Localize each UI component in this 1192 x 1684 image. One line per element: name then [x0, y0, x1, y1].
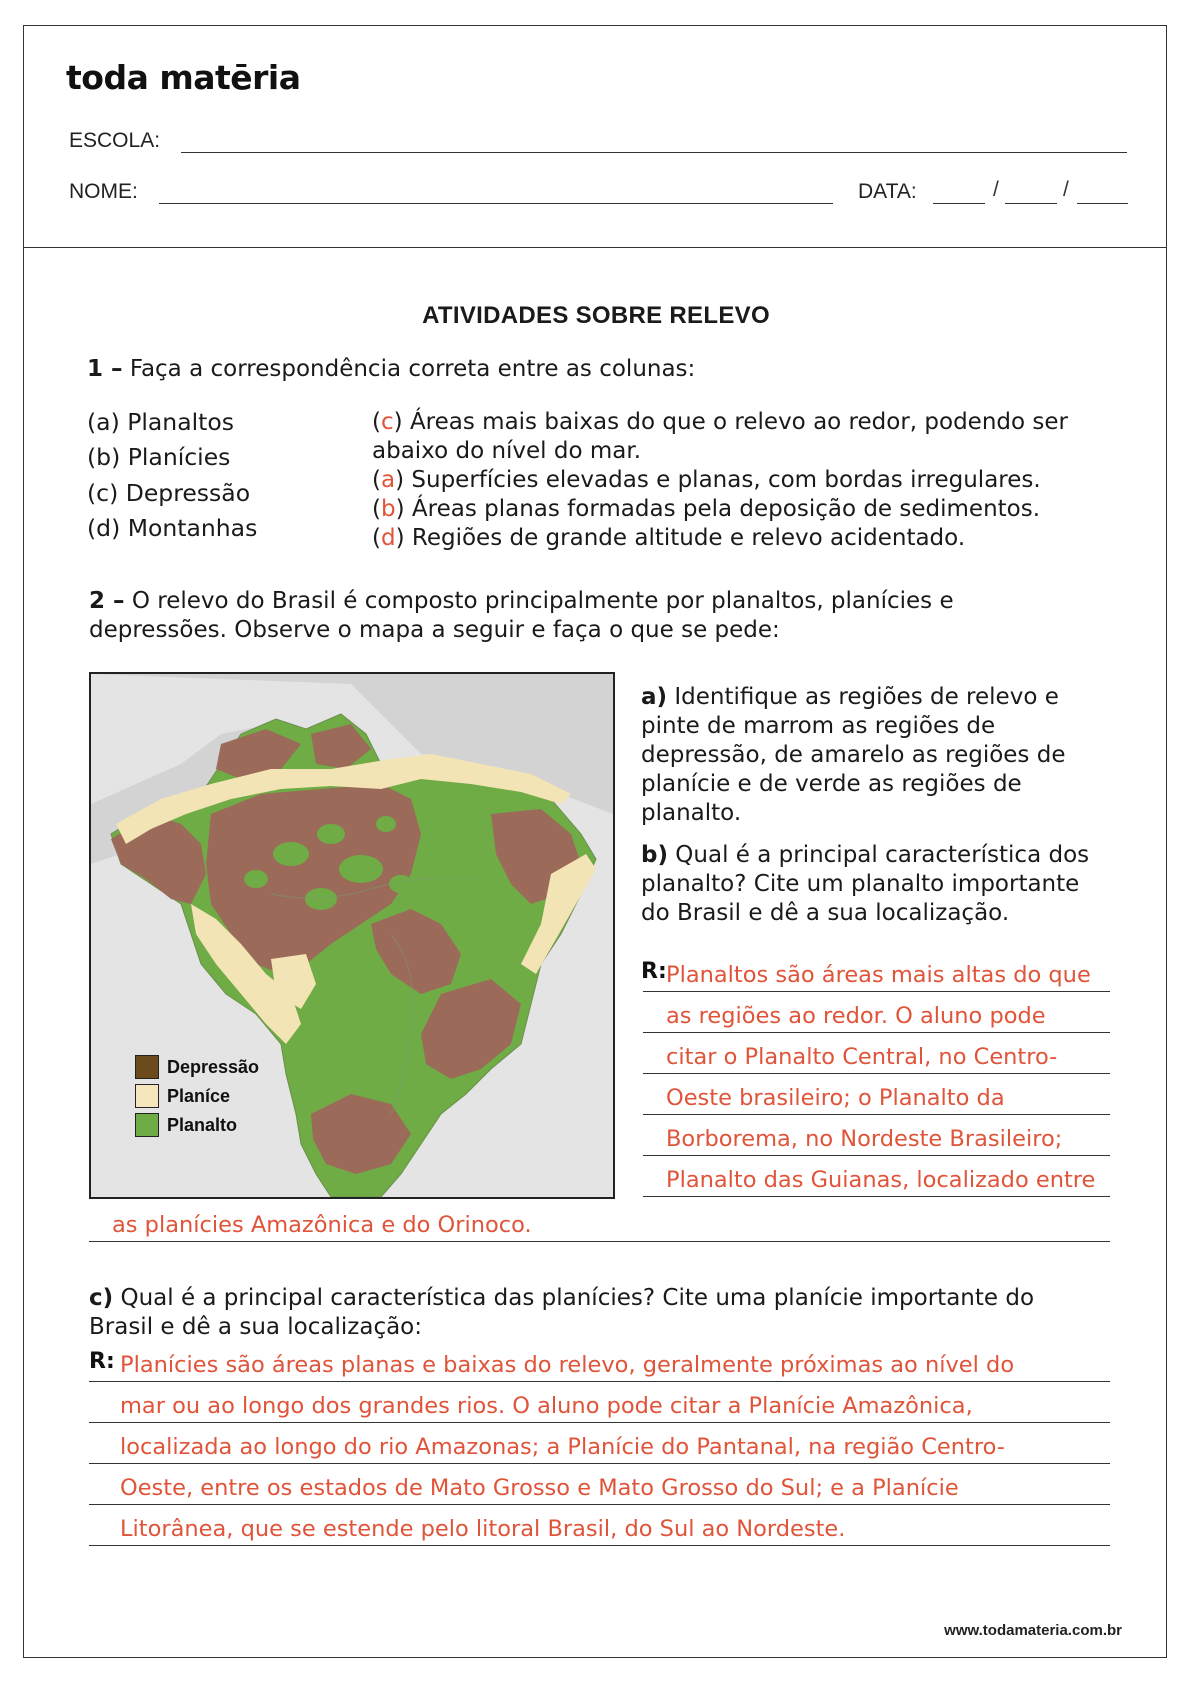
match-answer[interactable]: c: [380, 409, 394, 435]
legend-label: Planíce: [167, 1085, 231, 1106]
legend-item-planalto: [135, 1112, 237, 1138]
answer-line: citar o Planalto Central, no Centro-: [666, 1044, 1058, 1070]
match-right-item-continued: abaixo do nível do mar.: [372, 438, 642, 464]
match-left-item: (d) Montanhas: [87, 514, 258, 542]
brazil-relief-map: [89, 672, 615, 1199]
answer-rule: [643, 1032, 1110, 1033]
legend-label: Depressão: [167, 1056, 260, 1077]
answer-line: Litorânea, que se estende pelo litoral Brasil, do Sul ao Nordeste.: [120, 1516, 846, 1542]
answer-line: Borborema, no Nordeste Brasileiro;: [666, 1126, 1063, 1152]
answer-rule: [643, 1196, 1110, 1197]
date-day-field[interactable]: [933, 203, 985, 204]
match-right-item: (b) Áreas planas formadas pela deposição de sedimentos.: [372, 496, 1041, 522]
question-1-prompt: [87, 355, 695, 384]
name-field[interactable]: [159, 203, 833, 204]
answer-label: R:: [641, 959, 667, 984]
item-b-text: b) Qual é a principal característica dos: [641, 842, 1090, 868]
item-c-text: c) Qual é a principal característica das planícies? Cite uma planície importante do: [89, 1285, 1035, 1311]
item-a-text: a) Identifique as regiões de relevo e: [641, 684, 1059, 710]
legend-swatch: [135, 1055, 159, 1079]
question-2-prompt: 2 – O relevo do Brasil é composto principalmente por planaltos, planícies e: [89, 588, 954, 614]
match-right-item: (a) Superfícies elevadas e planas, com bordas irregulares.: [372, 467, 1041, 493]
match-left-item: (c) Depressão: [87, 479, 251, 507]
match-answer[interactable]: b: [380, 496, 396, 522]
item-a-text: depressão, de amarelo as regiões de: [641, 742, 1066, 768]
answer-line: Planícies são áreas planas e baixas do relevo, geralmente próximas ao nível do: [120, 1352, 1015, 1378]
match-right-item: (c) Áreas mais baixas do que o relevo ao redor, podendo ser: [372, 409, 1068, 435]
page-title: ATIVIDADES SOBRE RELEVO: [422, 302, 770, 329]
header-separator: [23, 247, 1167, 248]
school-label: ESCOLA:: [69, 129, 161, 152]
school-field[interactable]: [181, 152, 1127, 153]
question-number: 2 –: [89, 588, 125, 614]
answer-rule: [89, 1381, 1110, 1382]
answer-rule: [643, 991, 1110, 992]
legend-swatch: [135, 1084, 159, 1108]
date-separator: /: [993, 178, 999, 201]
brand-logo: toda matēria: [66, 58, 301, 97]
question-2-prompt-continued: depressões. Observe o mapa a seguir e faça o que se pede:: [89, 617, 780, 643]
answer-line: Oeste brasileiro; o Planalto da: [666, 1085, 1005, 1111]
answer-rule: [89, 1545, 1110, 1546]
item-a-text: planalto.: [641, 800, 742, 826]
legend-item-planicie: [135, 1083, 230, 1109]
legend-label: Planalto: [167, 1114, 238, 1135]
item-c-text: Brasil e dê a sua localização:: [89, 1314, 423, 1340]
answer-rule: [643, 1073, 1110, 1074]
match-answer[interactable]: d: [380, 525, 396, 551]
answer-line: as planícies Amazônica e do Orinoco.: [112, 1212, 532, 1238]
answer-line: Planalto das Guianas, localizado entre: [666, 1167, 1096, 1193]
answer-rule: [89, 1463, 1110, 1464]
answer-rule: [89, 1241, 1110, 1242]
match-left-item: (a) Planaltos: [87, 408, 234, 436]
legend-item-depressao: [135, 1054, 259, 1080]
answer-rule: [89, 1504, 1110, 1505]
item-b-text: do Brasil e dê a sua localização.: [641, 900, 1010, 926]
match-answer[interactable]: a: [380, 467, 396, 493]
answer-line: Planaltos são áreas mais altas do que: [666, 962, 1091, 988]
answer-line: as regiões ao redor. O aluno pode: [666, 1003, 1046, 1029]
footer-url[interactable]: www.todamateria.com.br: [944, 1622, 1122, 1639]
answer-rule: [643, 1114, 1110, 1115]
answer-label: R:: [89, 1349, 115, 1374]
answer-rule: [643, 1155, 1110, 1156]
question-number: 1 –: [87, 356, 123, 382]
item-a-text: planície e de verde as regiões de: [641, 771, 1022, 797]
legend-swatch: [135, 1113, 159, 1137]
item-a-text: pinte de marrom as regiões de: [641, 713, 996, 739]
answer-line: localizada ao longo do rio Amazonas; a Planície do Pantanal, na região Centro-: [120, 1434, 1005, 1460]
name-label: NOME:: [69, 180, 138, 203]
date-month-field[interactable]: [1005, 203, 1057, 204]
date-year-field[interactable]: [1077, 203, 1128, 204]
item-b-text: planalto? Cite um planalto importante: [641, 871, 1080, 897]
answer-line: mar ou ao longo dos grandes rios. O aluno pode citar a Planície Amazônica,: [120, 1393, 973, 1419]
match-left-item: (b) Planícies: [87, 443, 231, 471]
date-label: DATA:: [858, 180, 917, 203]
match-right-item: (d) Regiões de grande altitude e relevo acidentado.: [372, 525, 966, 551]
question-text: Faça a correspondência correta entre as colunas:: [129, 356, 696, 382]
answer-line: Oeste, entre os estados de Mato Grosso e Mato Grosso do Sul; e a Planície: [120, 1475, 959, 1501]
date-separator: /: [1063, 178, 1069, 201]
answer-rule: [89, 1422, 1110, 1423]
